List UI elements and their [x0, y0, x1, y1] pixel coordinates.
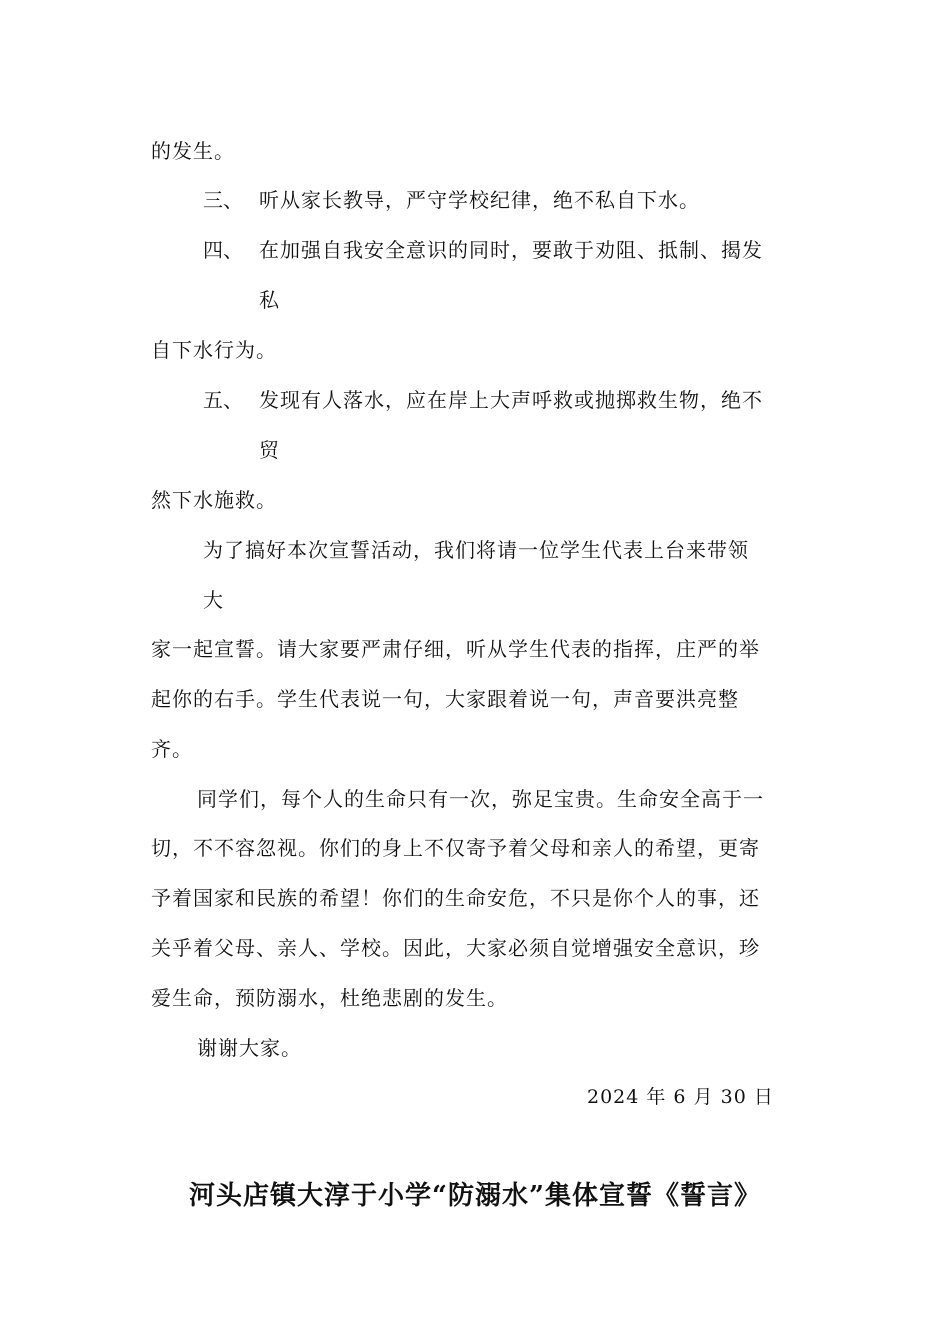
text-line: 同学们，每个人的生命只有一次，弥足宝贵。生命安全高于一 — [197, 787, 764, 811]
document-heading: 河头店镇大淳于小学“防溺水”集体宣誓《誓言》 — [189, 1181, 761, 1211]
text-line: 爱生命，预防溺水，杜绝悲剧的发生。 — [151, 986, 508, 1010]
text-line: 大 — [203, 588, 224, 612]
text-line: 齐。 — [151, 737, 193, 761]
text-line: 起你的右手。学生代表说一句，大家跟着说一句，声音要洪亮整 — [151, 687, 739, 711]
text-line: 自下水行为。 — [151, 338, 277, 362]
text-line: 发现有人落水，应在岸上大声呼救或抛掷救生物，绝不 — [259, 388, 763, 412]
text-line: 的发生。 — [151, 139, 235, 163]
list-marker: 五、 — [203, 388, 243, 412]
text-line: 在加强自我安全意识的同时，要敢于劝阻、抵制、揭发 — [259, 238, 763, 262]
text-line: 予着国家和民族的希望！你们的生命安危，不只是你个人的事，还 — [151, 886, 760, 910]
text-line: 私 — [259, 288, 280, 312]
text-line: 关乎着父母、亲人、学校。因此，大家必须自觉增强安全意识，珍 — [151, 936, 760, 960]
text-line: 谢谢大家。 — [197, 1036, 302, 1060]
text-line: 听从家长教导，严守学校纪律，绝不私自下水。 — [259, 188, 700, 212]
list-marker: 三、 — [203, 188, 243, 212]
text-line: 家一起宣誓。请大家要严肃仔细，听从学生代表的指挥，庄严的举 — [151, 637, 760, 661]
text-line: 贸 — [259, 438, 280, 462]
text-line: 切，不不容忽视。你们的身上不仅寄予着父母和亲人的希望，更寄 — [151, 836, 760, 860]
text-line: 然下水施救。 — [151, 488, 277, 512]
list-marker: 四、 — [203, 238, 243, 262]
text-line: 为了搞好本次宣誓活动，我们将请一位学生代表上台来带领 — [203, 538, 749, 562]
document-date: 2024 年 6 月 30 日 — [587, 1086, 774, 1108]
